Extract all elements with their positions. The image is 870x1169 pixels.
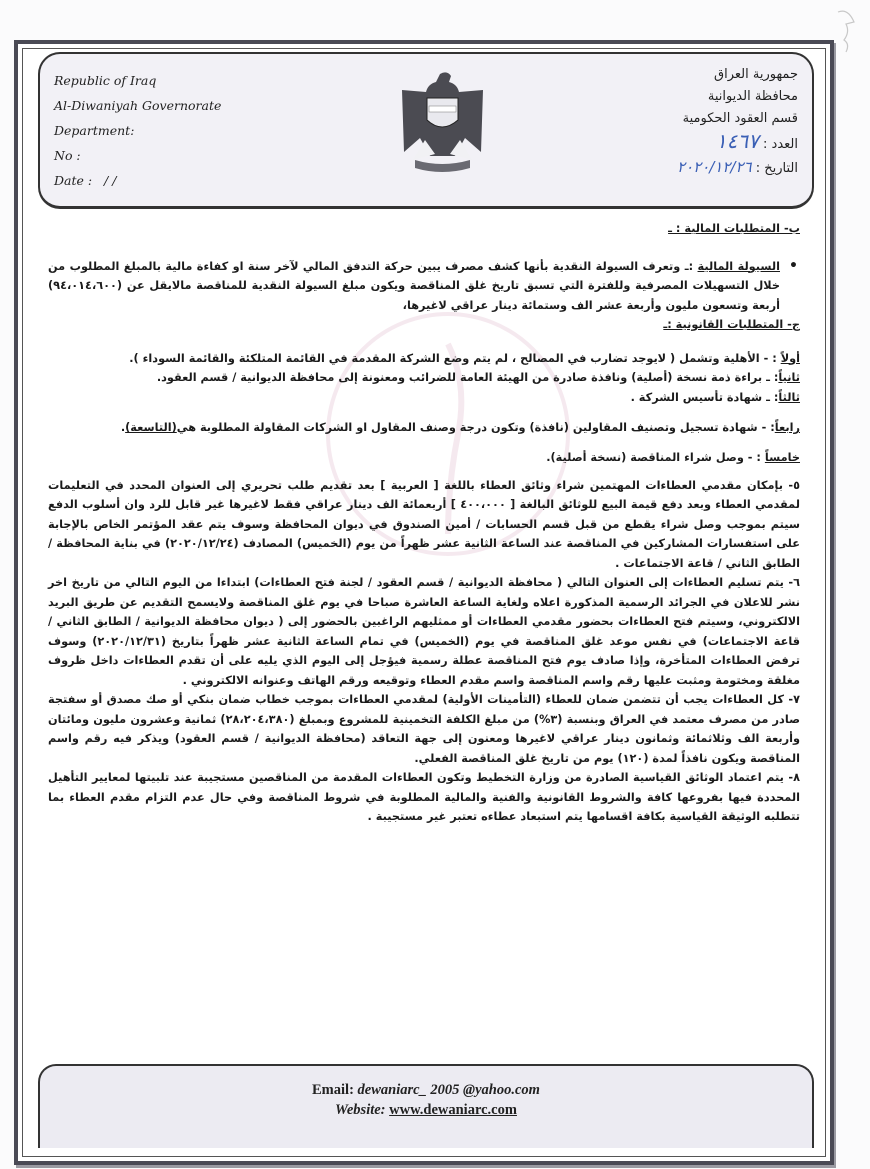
email-label: Email: bbox=[312, 1082, 354, 1098]
number-label-ar: العدد : bbox=[763, 137, 798, 152]
footer-contact bbox=[40, 1066, 812, 1120]
letter-number bbox=[677, 130, 798, 156]
handwritten-number: ١٤٦٧ bbox=[715, 129, 759, 153]
clause-6: ٦- يتم تسليم العطاءات إلى العنوان التالي ( محافظة الديوانية / قسم العقود / لجنة فتح العطاءات) ابتداءا من اليوم التالي من تاريخ اخر نشر للاعلان في الجرائد الرسمية المذكورة اعلاه ولغاية الساعة العاشرة صباحا في يوم غلق المناقصة ولايسمح التقديم عن طريق البريد الالكتروني، وسيتم فتح العطاءات بحضور مقدمي العطاءات أو ممثليهم الراغبين بالحضور إلى ( ديوان محافظة الديوانية / الطابق الثاني / قاعة الاجتماعات) في نفس موعد غلق المناقصة في يوم (الخميس) في تمام الساعة الثانية عشر ظهراً بتاريخ (٢٠٢٠/١٢/٣١) وسوف ترفض العطاءات المتأخرة، وإذا صادف يوم فتح المناقصة عطلة رسمية فيؤجل إلى اليوم الذي يليه على أن تقدم العطاءات داخل ظروف مغلقة ومختومة ومثبت عليها رقم واسم المناقصة واسم مقدم العطاء وتوقيعه ورقم الهاتف وعنوانه الالكتروني . bbox=[48, 576, 800, 687]
letter-date bbox=[677, 156, 798, 180]
liquidity-paragraph bbox=[48, 257, 800, 316]
requirement-fourth: رابعاً: - شهادة تسجيل وتصنيف المقاولين (نافذة) وتكون درجة وصنف المقاول او الشركات المقاولة المطلوبة هي(التاسعة). bbox=[120, 421, 800, 434]
section-b-title: ب- المتطلبات المالية : ـ bbox=[668, 222, 800, 235]
number-label: No : bbox=[54, 148, 81, 163]
liquidity-text: :ـ وتعرف السيولة النقدية بأنها كشف مصرف يبين حركة التدفق المالي لآخر سنة او كفاءة مالية بالمبلغ المطلوب من خلال التسهيلات المصرفية وللفترة التي تسبق تاريخ غلق المناقصة ويكون مبلغ السيولة النقدية للمناقصة مالايقل عن (٩٤،٠١٤،٦٠٠) أربعة وتسعون مليون وأربعة عشر الف وستمائة دينار عراقي لاغيرها، bbox=[48, 259, 780, 312]
document-body bbox=[48, 219, 800, 827]
clause-5: ٥- بإمكان مقدمي العطاءات المهتمين شراء وثائق العطاء باللغة [ العربية ] بعد تقديم طلب تحريري إلى العنوان المحدد في التعليمات لمقدمي العطاء وبعد دفع قيمة البيع للوثائق البالغة [ ٤٠٠،٠٠٠ ] أربعمائة الف دينار عراقي فقط لاغيرها غير قابل للرد وان أسلوب الدفع سيتم بموجب وصل شراء يقطع من قبل قسم الحسابات / أمين الصندوق في ديوان المحافظة وسوف يتم عقد المؤتمر الخاص بالإجابة على استفسارات المشاركين في المناقصة عند الساعة الثانية عشر ظهراً من يوم (الخميس) المصادف (٢٠٢٠/١٢/٢٤) في بناية المحافظة / الطابق الثاني / قاعة الاجتماعات . bbox=[48, 478, 801, 570]
email-line bbox=[40, 1080, 812, 1100]
requirement-third: ثالثاً: ـ شهادة تأسيس الشركة . bbox=[630, 390, 800, 404]
requirement-second: ثانياً: ـ براءة ذمة نسخة (أصلية) ونافذة صادرة من الهيئة العامة للضرائب ومعنونة إلى محافظة الديوانية / قسم العقود. bbox=[156, 371, 800, 384]
letterhead-arabic bbox=[677, 64, 798, 180]
page-frame bbox=[14, 40, 834, 1165]
section-c-title: ج- المتطلبات القانونية :ـ bbox=[663, 318, 800, 331]
country-name-ar: جمهورية العراق bbox=[714, 67, 798, 82]
department-label: Department: bbox=[54, 123, 135, 138]
country-name: Republic of Iraq bbox=[54, 73, 157, 88]
date-label-ar: التاريخ : bbox=[755, 161, 798, 176]
requirement-first: أولاً : - الأهلية وتشمل ( لايوجد تضارب في المصالح ، لم يتم وضع الشركة المقدمة في القائمة المتلكئة والقائمة السوداء ). bbox=[129, 351, 800, 365]
governorate-name: Al-Diwaniyah Governorate bbox=[54, 98, 222, 113]
fifth-label: خامساً bbox=[764, 451, 800, 464]
letterhead bbox=[38, 52, 814, 209]
governorate-name-ar: محافظة الديوانية bbox=[707, 89, 798, 104]
fourth-grade: (التاسعة) bbox=[125, 421, 177, 434]
website-line bbox=[40, 1100, 812, 1120]
letterhead-english bbox=[54, 68, 221, 193]
fourth-label: رابعاً bbox=[774, 421, 800, 434]
requirement-fifth: خامساً : - وصل شراء المناقصة (نسخة أصلية). bbox=[546, 451, 800, 464]
clause-7: ٧- كل العطاءات يجب أن تتضمن ضمان للعطاء (التأمينات الأولية) لمقدمي العطاءات بموجب خطاب ضمان بنكي أو صك مصدق أو سفتجة صادر من مصرف معتمد في العراق وبنسبة (٣%) من مبلغ الكلفة التخمينية للمشروع وبمبلغ (٢٨،٢٠٤،٣٨٠) ثمانية وعشرون مليون ومائتان وأربعة الف وثلاثمائة وثمانون دينار عراقي لاغيرها ومعنون إلى جهة التعاقد (محافظة الديوانية / قسم العقود) ويذكر فيه رقم واسم المناقصة ويكون نافذاً لمدة (١٢٠) يوم من تاريخ غلق المناقصة الفعلي. bbox=[48, 693, 801, 765]
date-placeholder: / / bbox=[104, 173, 117, 188]
clause-8: ٨- يتم اعتماد الوثائق القياسية الصادرة من وزارة التخطيط وتكون العطاءات المقدمة من المناقصين مستجيبة عند تلبيتها لمعايير التأهيل المحددة فيها بفروعها كافة والشروط القانونية والفنية والمالية المطلوبة في شروط المناقصة وفي حال عدم التزام مقدم العطاء بما تتطلبه الوثيقة القياسية بكافة اقسامها يتم استبعاد عطاءه تعتبر غير مستجيبة . bbox=[48, 771, 800, 823]
liquidity-label: السيولة المالية bbox=[697, 259, 780, 273]
iraq-eagle-emblem-icon bbox=[395, 68, 490, 178]
website-link[interactable]: www.dewaniarc.com bbox=[389, 1102, 517, 1118]
first-label: أولاً bbox=[780, 351, 800, 365]
second-label: ثانياً bbox=[778, 371, 800, 384]
website-label: Website: bbox=[335, 1102, 386, 1118]
department-name-ar: قسم العقود الحكومية bbox=[682, 111, 798, 126]
email-address[interactable]: dewaniarc_ 2005 @yahoo.com bbox=[357, 1082, 540, 1098]
date-label: Date : bbox=[54, 173, 93, 188]
date-field bbox=[54, 168, 221, 193]
third-label: ثالثاً bbox=[778, 390, 800, 404]
handwritten-date: ٢٠٢٠/١٢/٢٦ bbox=[677, 158, 752, 176]
letterhead-footer bbox=[38, 1064, 814, 1148]
